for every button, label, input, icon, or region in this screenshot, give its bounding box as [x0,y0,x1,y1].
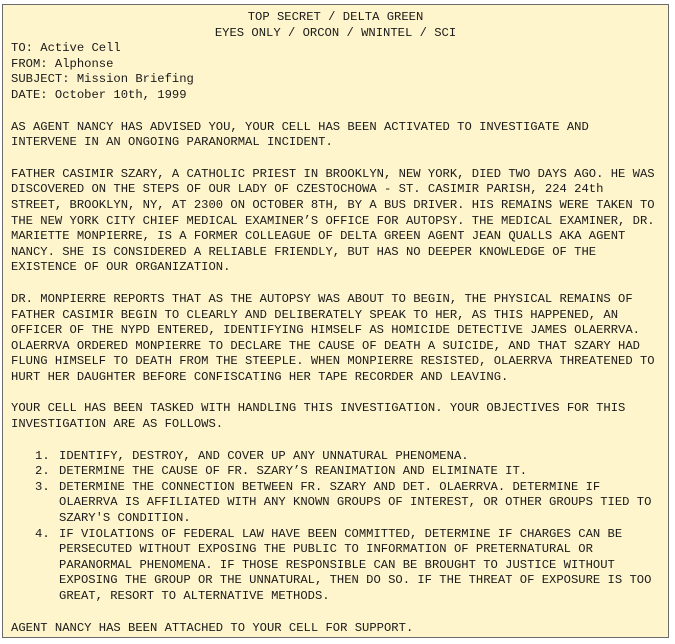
date-field: DATE: October 10th, 1999 [11,87,187,102]
classification-line-2: EYES ONLY / ORCON / WNINTEL / SCI [214,25,457,40]
objective-text: IF VIOLATIONS OF FEDERAL LAW HAVE BEEN COMMITTED, DETERMINE IF CHARGES CAN BE PERSECUTED WITHOUT EXPOSING THE PUBLIC TO INFORMATION OF PRETERNATURAL OR PARANORMAL PHENOMENA. IF THOSE RESPONSIBLE CAN BE BROUGHT TO JUSTICE WITHOUT EXPOSING THE GROUP OR THE UNNATURAL, THEN DO SO. IF THE THREAT OF EXPOSURE IS TOO GREAT, RESORT TO ALTERNATIVE METHODS. [59,526,652,603]
paragraph-tasking: YOUR CELL HAS BEEN TASKED WITH HANDLING THIS INVESTIGATION. YOUR OBJECTIVES FOR THIS INVESTIGATION ARE AS FOLLOWS. [11,401,626,432]
classification-line-1: TOP SECRET / DELTA GREEN [247,10,424,24]
objectives-list [11,449,660,605]
objective-text: DETERMINE THE CONNECTION BETWEEN FR. SZARY AND DET. OLAERRVA. DETERMINE IF OLAERRVA IS AFFILIATED WITH ANY KNOWN GROUPS OF INTEREST, OR OTHER GROUPS TIED TO SZARY'S CONDITION. [59,479,652,526]
paragraph-background: FATHER CASIMIR SZARY, A CATHOLIC PRIEST IN BROOKLYN, NEW YORK, DIED TWO DAYS AGO. HE WAS DISCOVERED ON THE STEPS OF OUR LADY OF CZESTOCHOWA - ST. CASIMIR PARISH, 224 24th STREET, BROOKLYN, NY, AT 2300 ON OCTOBER 8TH, BY A BUS DRIVER. HIS REMAINS WERE TAKEN TO THE NEW YORK CITY CHIEF MEDICAL EXAMINER’S OFFICE FOR AUTOPSY. THE MEDICAL EXAMINER, DR. MARIETTE MONPIERRE, IS A FORMER COLLEAGUE OF DELTA GREEN AGENT JEAN QUALLS AKA AGENT NANCY. SHE IS CONSIDERED A RELIABLE FRIENDLY, BUT HAS NO DEEPER KNOWLEDGE OF THE EXISTENCE OF OUR ORGANIZATION. [11,166,655,275]
objective-item [35,479,660,527]
objective-number: 3. [35,479,50,494]
objective-number: 1. [35,448,50,463]
objective-number: 4. [35,526,50,541]
objective-text: DETERMINE THE CAUSE OF FR. SZARY’S REANIMATION AND ELIMINATE IT. [59,464,528,479]
objective-item [35,448,660,465]
objective-text: IDENTIFY, DESTROY, AND COVER UP ANY UNNATURAL PHENOMENA. [59,448,469,463]
briefing-memo [2,4,669,638]
objective-item [35,464,660,480]
objective-item [35,526,660,605]
paragraph-autopsy-report: DR. MONPIERRE REPORTS THAT AS THE AUTOPSY WAS ABOUT TO BEGIN, THE PHYSICAL REMAINS OF FATHER CASIMIR BEGIN TO CLEARLY AND DELIBERATELY SPEAK TO HER, AS THIS HAPPENED, AN OFFICER OF THE NYPD ENTERED, IDENTIFYING HIMSELF AS HOMICIDE DETECTIVE JAMES OLAERRVA. OLAERRVA ORDERED MONPIERRE TO DECLARE THE CAUSE OF DEATH A SUICIDE, AND THAT SZARY HAD FLUNG HIMSELF TO DEATH FROM THE STEEPLE. WHEN MONPIERRE RESISTED, OLAERRVA THREATENED TO HURT HER DAUGHTER BEFORE CONFISCATING HER TAPE RECORDER AND LEAVING. [11,291,655,384]
subject-field: SUBJECT: Mission Briefing [11,72,194,87]
objective-number: 2. [35,464,50,479]
to-field: TO: Active Cell [11,41,121,56]
from-field: FROM: Alphonse [11,56,114,71]
closing-line: AGENT NANCY HAS BEEN ATTACHED TO YOUR CELL FOR SUPPORT. [11,620,414,635]
paragraph-intro: AS AGENT NANCY HAS ADVISED YOU, YOUR CELL HAS BEEN ACTIVATED TO INVESTIGATE AND INTERVENE IN AN ONGOING PARANORMAL INCIDENT. [11,119,589,150]
